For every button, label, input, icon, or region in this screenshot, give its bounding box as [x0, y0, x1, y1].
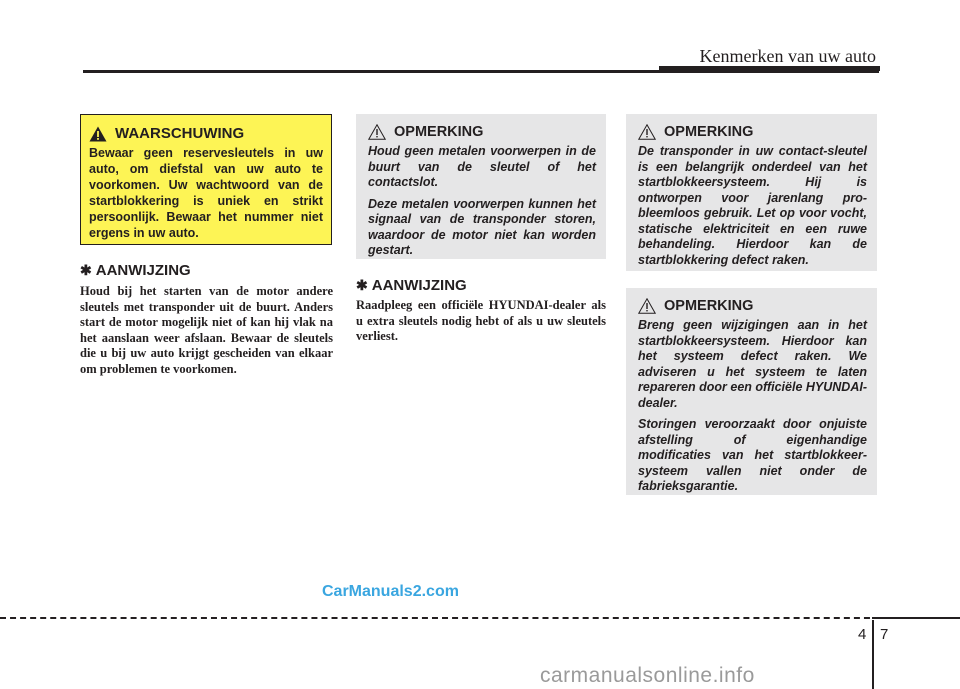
warning-triangle-icon [89, 126, 107, 142]
opmerking-title-2: OPMERKING [664, 124, 754, 140]
page-number-separator [872, 620, 874, 689]
caution-triangle-icon [638, 124, 656, 140]
caution-triangle-icon [368, 124, 386, 140]
opmerking-2-para-1: De transponder in uw contact-sleutel is een belangrijk onderdeel van het startblokkeersysteem. Hij is ontworpen voor jarenlang pro-bleemloos gebruik. Let op voor vocht, statische elektriciteit en een ruwe behandeling. Hierdoor kan de startblokkering defect raken. [638, 144, 867, 267]
opmerking-heading-1 [368, 124, 596, 140]
chapter-number: 4 [858, 626, 867, 643]
opmerking-1-para-1: Houd geen metalen voorwerpen in de buurt van de sleutel of het contactslot. [368, 144, 596, 189]
warning-title: WAARSCHUWING [115, 125, 245, 142]
star-icon: ✱ [80, 262, 92, 278]
footer-solid-rule [872, 617, 960, 619]
star-icon: ✱ [356, 277, 368, 293]
warning-box [80, 114, 332, 245]
header-title: Kenmerken van uw auto [699, 46, 876, 66]
watermark-link[interactable]: CarManuals2.com [322, 583, 459, 600]
opmerking-box-1 [356, 114, 606, 259]
note-title-mid: AANWIJZING [371, 277, 467, 294]
note-text-mid: Raadpleeg een officiële HYUNDAI-dealer als u extra sleutels nodig hebt of als u uw sleutels verliest. [356, 298, 606, 343]
opmerking-box-3 [626, 288, 877, 495]
opmerking-3-para-2: Storingen veroorzaakt door onjuiste afstelling of eigenhandige modificaties van het startblokkeer-systeem vallen niet onder de fabrieksgarantie. [638, 417, 867, 493]
warning-text: Bewaar geen reservesleutels in uw auto, om diefstal van uw auto te voorkomen. Uw wachtwoord van de startblokkering is uniek en strikt persoonlijk. Bewaar het nummer niet ergens in uw auto. [89, 146, 323, 240]
note-text-left: Houd bij het starten van de motor andere sleutels met transponder uit de buurt. Anders start de motor mogelijk niet of kan hij vlak na het aanslaan weer afslaan. Bewaar de sleutels die u bij uw auto krijgt gescheiden van elkaar om problemen te voorkomen. [80, 284, 333, 376]
opmerking-box-2 [626, 114, 877, 271]
note-title-left: AANWIJZING [95, 262, 191, 279]
footer-dashed-rule [0, 617, 880, 619]
opmerking-1-para-2: Deze metalen voorwerpen kunnen het signaal van de transponder storen, waardoor de motor niet kan worden gestart. [368, 196, 596, 257]
opmerking-heading-3 [638, 298, 867, 314]
opmerking-title-1: OPMERKING [394, 124, 484, 140]
opmerking-heading-2 [638, 124, 867, 140]
caution-triangle-icon [638, 298, 656, 314]
opmerking-3-para-1: Breng geen wijzigingen aan in het startblokkeersysteem. Hierdoor kan het systeem defect raken. We adviseren u het systeem te laten repareren door een officiële HYUNDAI-dealer. [638, 318, 867, 410]
page-number: 7 [880, 626, 889, 643]
header-rule-accent [659, 66, 880, 71]
note-heading-left [80, 262, 191, 279]
opmerking-title-3: OPMERKING [664, 298, 754, 314]
warning-heading [89, 125, 323, 142]
footer-site-watermark: carmanualsonline.info [540, 664, 755, 687]
note-heading-mid [356, 277, 467, 294]
